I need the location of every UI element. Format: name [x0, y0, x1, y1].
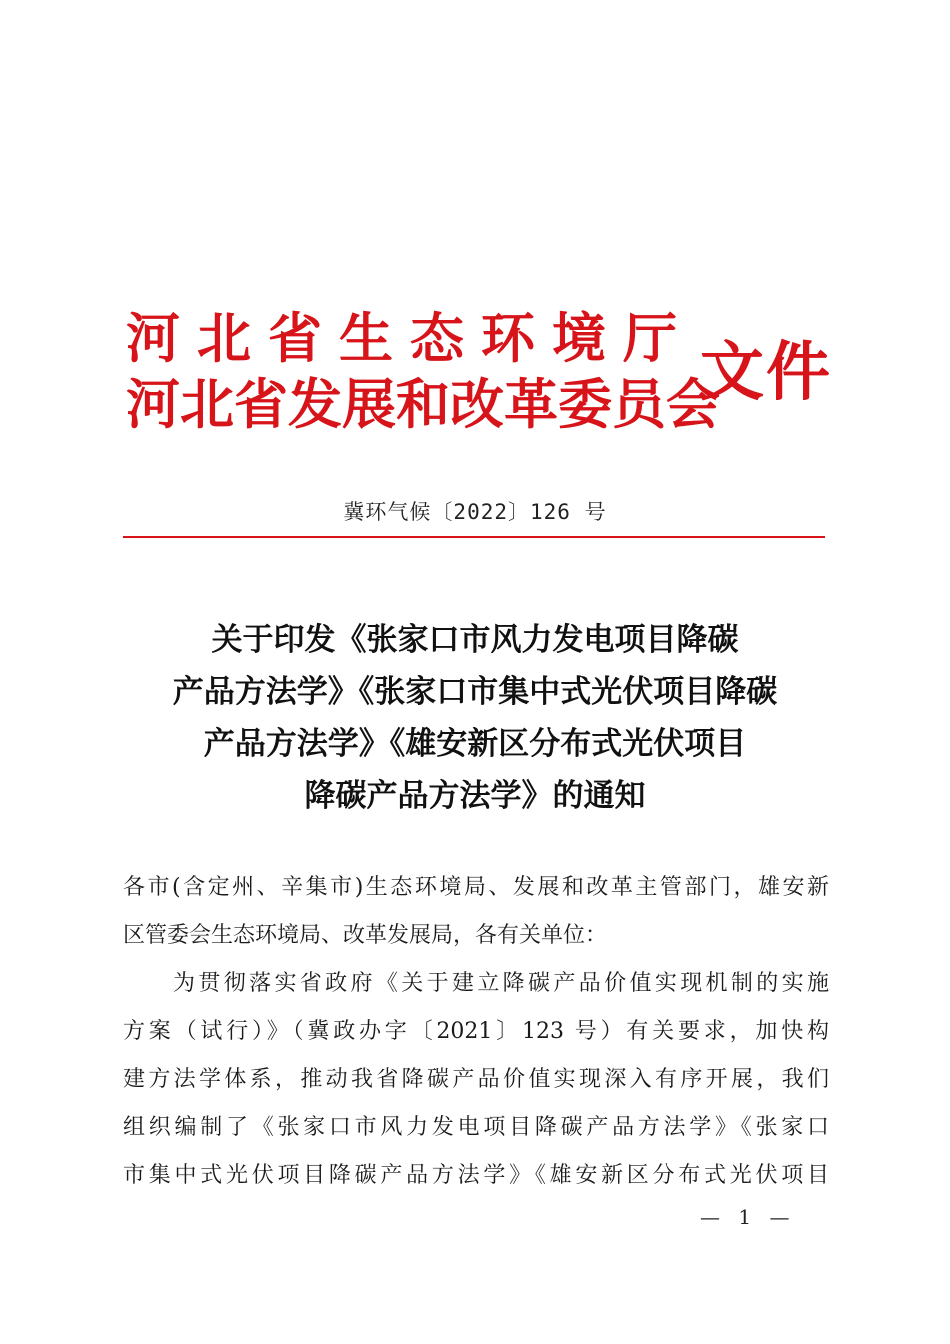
paragraph-line-1: 为贯彻落实省政府《关于建立降碳产品价值实现机制的实施	[173, 971, 829, 996]
paragraph-line-5: 市集中式光伏项目降碳产品方法学》《雄安新区分布式光伏项目	[123, 1163, 829, 1188]
red-divider	[123, 536, 825, 538]
title-line-2: 产品方法学》《张家口市集中式光伏项目降碳	[172, 674, 778, 710]
title-line-1: 关于印发《张家口市风力发电项目降碳	[211, 622, 739, 658]
document-type-label: 文件	[700, 335, 832, 410]
document-body	[123, 864, 829, 1200]
issuer-name-2: 河北省发展和改革委员会	[126, 372, 720, 436]
paragraph-line-2: 方案（试行）》（冀政办字〔2021〕123 号）有关要求，加快构	[123, 1019, 829, 1044]
issuer-name-1: 河北省生态环境厅	[126, 306, 694, 370]
issuer-header	[120, 300, 830, 450]
title-line-4: 降碳产品方法学》的通知	[304, 778, 646, 814]
salutation-line-2: 区管委会生态环境局、改革发展局，各有关单位：	[123, 923, 608, 948]
salutation-line-1: 各市(含定州、辛集市)生态环境局、发展和改革主管部门，雄安新	[123, 875, 829, 900]
document-number: 冀环气候〔2022〕126 号	[343, 500, 607, 524]
document-title	[100, 614, 850, 822]
paragraph-line-3: 建方法学体系，推动我省降碳产品价值实现深入有序开展，我们	[123, 1067, 829, 1092]
page-number: — 1 —	[700, 1205, 796, 1229]
paragraph-line-4: 组织编制了《张家口市风力发电项目降碳产品方法学》《张家口	[123, 1115, 829, 1140]
title-line-3: 产品方法学》《雄安新区分布式光伏项目	[203, 726, 747, 762]
